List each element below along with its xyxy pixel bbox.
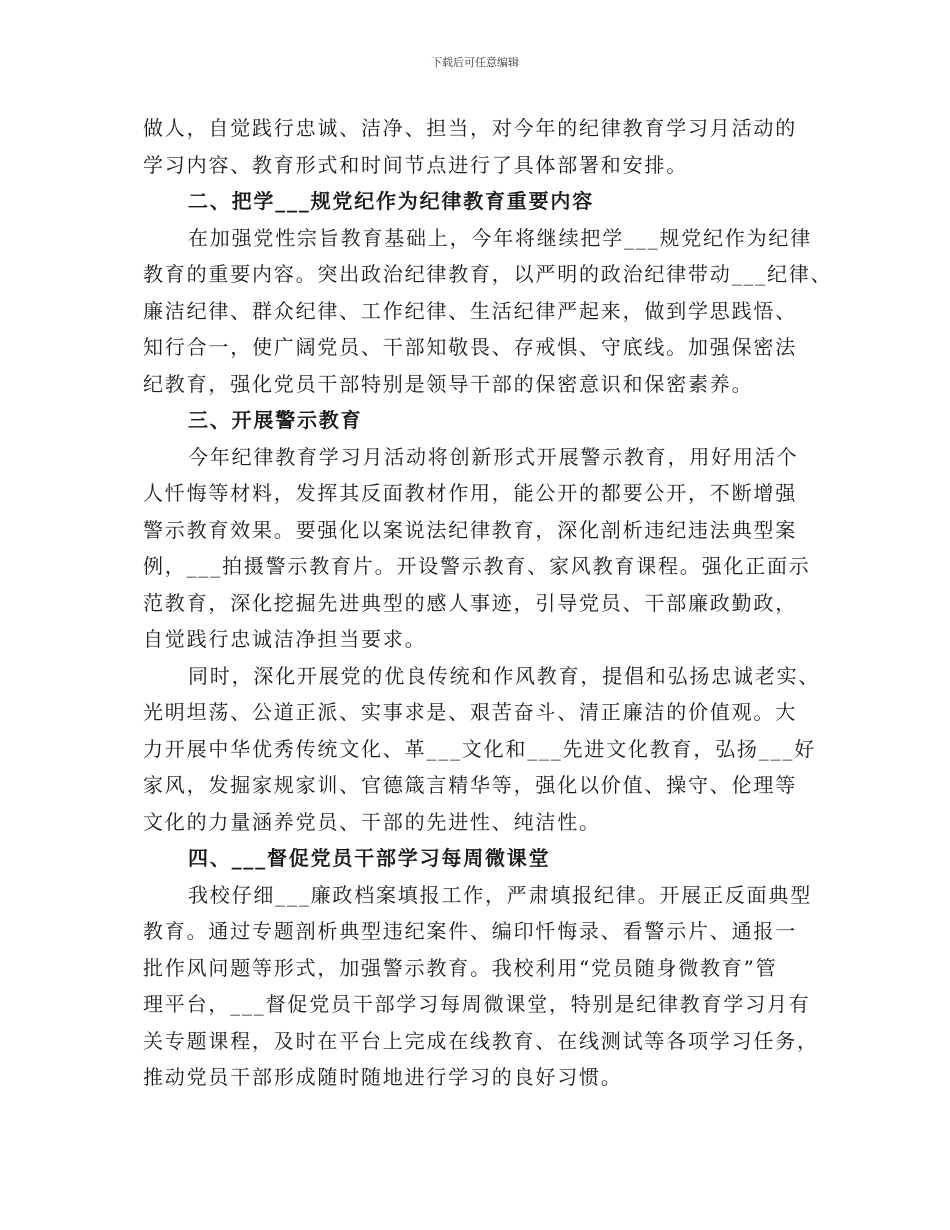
paragraph-line: 教育的重要内容。突出政治纪律教育，以严明的政治纪律带动___纪律、	[143, 262, 833, 286]
paragraph-line: 关专题课程，及时在平台上完成在线教育、在线测试等各项学习任务，	[143, 1028, 819, 1053]
paragraph-line: 力开展中华优秀传统文化、革___文化和___先进文化教育，弘扬___好	[143, 736, 816, 761]
section-heading: 四、___督促党员干部学习每周微课堂	[188, 846, 551, 870]
paragraph-line: 教育。通过专题剖析典型违纪案件、编印忏悔录、看警示片、通报一	[143, 919, 797, 943]
section-heading: 二、把学___规党纪作为纪律教育重要内容	[188, 189, 594, 213]
paragraph-line: 廉洁纪律、群众纪律、工作纪律、生活纪律严起来，做到学思践悟、	[143, 298, 797, 323]
paragraph-line: 知行合一，使广阔党员、干部知敬畏、存戒惧、守底线。加强保密法	[143, 335, 797, 359]
page-header: 下载后可任意编辑	[431, 56, 519, 69]
paragraph-line: 今年纪律教育学习月活动将创新形式开展警示教育，用好用活个	[188, 444, 799, 469]
paragraph-line: 我校仔细___廉政档案填报工作，严肃填报纪律。开展正反面典型	[188, 882, 812, 907]
paragraph-line: 做人，自觉践行忠诚、洁净、担当，对今年的纪律教育学习月活动的	[143, 116, 797, 140]
paragraph-line: 理平台，___督促党员干部学习每周微课堂，特别是纪律教育学习月有	[143, 992, 811, 1016]
paragraph-line: 光明坦荡、公道正派、实事求是、艰苦奋斗、清正廉洁的价值观。大	[143, 700, 797, 724]
paragraph-line: 纪教育，强化党员干部特别是领导干部的保密意识和保密素养。	[143, 371, 754, 396]
paragraph-line: 批作风问题等形式，加强警示教育。我校利用“党员随身微教育”管	[143, 955, 778, 980]
document-body	[143, 110, 833, 1096]
paragraph-line: 在加强党性宗旨教育基础上，今年将继续把学___规党纪作为纪律	[188, 225, 812, 250]
paragraph-line: 推动党员干部形成随时随地进行学习的良好习惯。	[143, 1065, 623, 1089]
paragraph-line: 人忏悔等材料，发挥其反面教材作用，能公开的都要公开，不断增强	[143, 481, 797, 505]
paragraph-line: 家风，发掘家规家训、官德箴言精华等，强化以价值、操守、伦理等	[143, 773, 797, 797]
paragraph-line: 学习内容、教育形式和时间节点进行了具体部署和安排。	[143, 152, 688, 177]
paragraph-line: 自觉践行忠诚洁净担当要求。	[143, 627, 427, 651]
paragraph-line: 范教育，深化挖掘先进典型的感人事迹，引导党员、干部廉政勤政，	[143, 590, 797, 615]
section-heading: 三、开展警示教育	[188, 408, 363, 432]
paragraph-line: 例，___拍摄警示教育片。开设警示教育、家风教育课程。强化正面示	[143, 554, 811, 578]
paragraph-line: 警示教育效果。要强化以案说法纪律教育，深化剖析违纪违法典型案	[143, 517, 797, 542]
paragraph-line: 文化的力量涵养党员、干部的先进性、纯洁性。	[143, 809, 601, 834]
paragraph-line: 同时，深化开展党的优良传统和作风教育，提倡和弘扬忠诚老实、	[188, 663, 821, 688]
